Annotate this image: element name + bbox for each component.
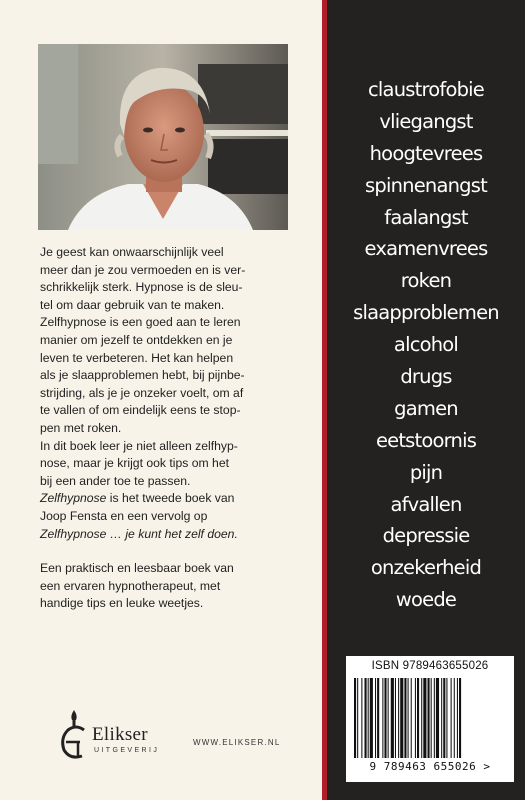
- blurb-line: Zelfhypnose is een goed aan te leren: [40, 315, 241, 330]
- blurb-line: strijding, als je je onzeker voelt, om af: [40, 385, 244, 400]
- publisher-website: WWW.ELIKSER.NL: [193, 738, 281, 747]
- topic-item: alcohol: [393, 333, 459, 357]
- book-title: Zelfhypnose: [40, 491, 107, 506]
- topic-item: roken: [400, 269, 452, 293]
- blurb-paragraph-1: [40, 244, 292, 543]
- topic-item: examenvrees: [364, 237, 488, 261]
- topic-item: eetstoornis: [375, 428, 477, 452]
- blurb-line: Joop Fensta en een vervolg op: [40, 508, 208, 523]
- blurb-line: handige tips en leuke weetjes.: [40, 596, 204, 611]
- topic-item: vliegangst: [379, 109, 473, 133]
- isbn-digits: 9 789463 655026 >: [369, 760, 491, 773]
- topic-item: faalangst: [384, 205, 468, 229]
- publisher-logo: [54, 706, 184, 766]
- barcode-icon: [350, 678, 510, 760]
- blurb-line-rest: is het tweede boek van: [106, 491, 235, 506]
- publisher-name: Elikser: [92, 724, 148, 745]
- topic-item: gamen: [394, 396, 458, 420]
- blurb-line: Je geest kan onwaarschijnlijk veel: [40, 245, 224, 259]
- topic-item: spinnenangst: [365, 173, 487, 197]
- blurb-line: pen met roken.: [40, 420, 122, 435]
- topic-item: pijn: [409, 460, 443, 484]
- blurb-line: nose, maar je krijgt ook tips om het: [40, 456, 229, 471]
- isbn-barcode-box: [346, 656, 514, 782]
- blurb-line: bij een ander toe te passen.: [40, 473, 191, 488]
- blurb-line: als je slaapproblemen hebt, bij pijnbe-: [40, 368, 245, 383]
- back-cover-blurb: [40, 244, 292, 613]
- blurb-line: schrikkelijk sterk. Hypnose is de sleu-: [40, 280, 243, 295]
- topic-item: depressie: [382, 524, 470, 548]
- blurb-paragraph-2: [40, 560, 292, 613]
- blurb-line: Een praktisch en leesbaar boek van: [40, 561, 234, 576]
- blurb-line: meer dan je zou vermoeden en is ver-: [40, 262, 246, 277]
- blurb-line: [40, 490, 292, 508]
- author-photo: [38, 44, 288, 230]
- topic-item: onzekerheid: [370, 556, 482, 580]
- blurb-line: een ervaren hypnotherapeut, met: [40, 578, 221, 593]
- topic-item: claustrofobie: [368, 78, 484, 101]
- blurb-line: tel om daar gebruik van te maken.: [40, 297, 225, 312]
- publisher-emblem-icon: [54, 706, 94, 766]
- previous-book-title: Zelfhypnose … je kunt het zelf doen.: [40, 526, 238, 541]
- topic-item: afvallen: [390, 492, 462, 516]
- isbn-label: ISBN 9789463655026: [371, 660, 489, 672]
- blurb-line: In dit boek leer je niet alleen zelfhyp-: [40, 438, 238, 453]
- publisher-subtitle: UITGEVERIJ: [94, 747, 160, 754]
- blurb-line: te vallen of om eindelijk eens te stop-: [40, 403, 241, 418]
- topic-item: woede: [395, 588, 457, 612]
- topic-list: [327, 74, 525, 616]
- topic-item: slaapproblemen: [353, 301, 499, 325]
- blurb-line: leven te verbeteren. Het kan helpen: [40, 350, 234, 365]
- blurb-line: manier om jezelf te ontdekken en je: [40, 332, 233, 347]
- topic-item: drugs: [400, 365, 452, 389]
- blurb-line: [40, 526, 292, 544]
- topic-item: hoogtevrees: [369, 141, 483, 165]
